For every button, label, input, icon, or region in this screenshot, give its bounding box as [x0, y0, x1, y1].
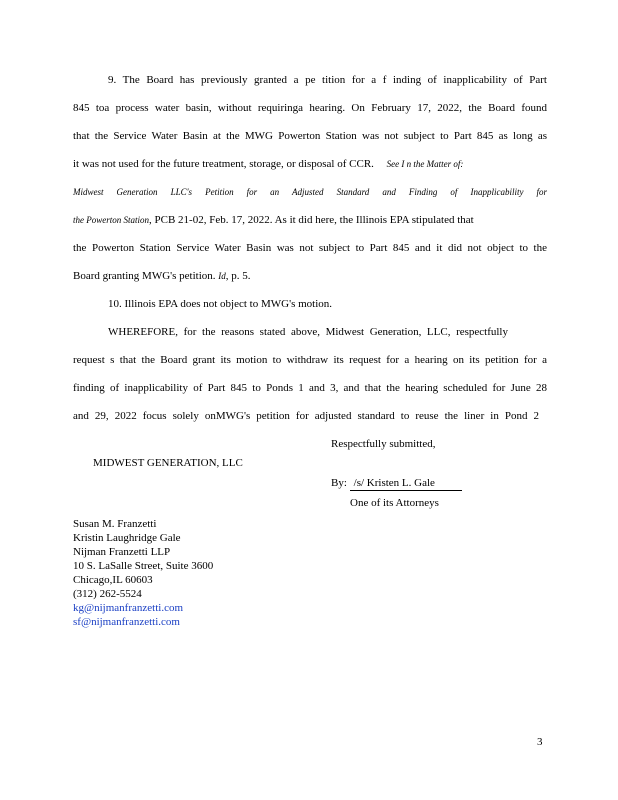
para9-line4-see: See I n the Matter of: — [386, 159, 464, 169]
attorneys-label: One of its Attorneys — [350, 497, 439, 509]
email-link-sf[interactable]: sf@nijmanfranzetti.com — [73, 616, 180, 628]
para9-line4 — [73, 157, 463, 171]
counsel-firm: Nijman Franzetti LLP — [73, 546, 171, 558]
wherefore-line3: finding of inapplicability of Part 845 to Ponds 1 and 3, and that the hearing scheduled for June 28 — [73, 382, 547, 394]
para9-line6-text: , PCB 21-02, Feb. 17, 2022. As it did here, the Illinois EPA stipulated that — [149, 214, 474, 226]
para9-line8-id: Id — [218, 271, 226, 281]
para9-line8 — [73, 269, 251, 283]
counsel-phone: (312) 262-5524 — [73, 588, 142, 600]
para9-line2: 845 toa process water basin, without requiringa hearing. On February 17, 2022, the Board found — [73, 102, 547, 114]
para10: 10. Illinois EPA does not object to MWG's motion. — [108, 298, 333, 310]
counsel-name-2: Kristin Laughridge Gale — [73, 532, 181, 544]
counsel-city: Chicago,IL 60603 — [73, 574, 153, 586]
para9-line7: the Powerton Station Service Water Basin was not subject to Part 845 and it did not object to the — [73, 242, 547, 254]
by-label: By: — [331, 477, 347, 489]
counsel-street: 10 S. LaSalle Street, Suite 3600 — [73, 560, 214, 572]
wherefore-line4: and 29, 2022 focus solely onMWG's petition for adjusted standard to reuse the liner in Pond 2 — [73, 410, 539, 422]
counsel-name-1: Susan M. Franzetti — [73, 518, 157, 530]
party-name: MIDWEST GENERATION, LLC — [93, 457, 243, 469]
para9-line8-text: Board granting MWG's petition. — [73, 270, 216, 282]
wherefore-line1: WHEREFORE, for the reasons stated above, Midwest Generation, LLC, respectfully — [108, 326, 508, 338]
signature-line — [331, 476, 462, 491]
para9-line3: that the Service Water Basin at the MWG Powerton Station was not subject to Part 845 as long as — [73, 130, 547, 142]
email-link-kg[interactable]: kg@nijmanfranzetti.com — [73, 602, 184, 614]
para9-line6 — [73, 213, 474, 227]
para9-line5-case-title: Midwest Generation LLC's Petition for an Adjusted Standard and Finding of Inapplicability for — [73, 187, 547, 197]
para9-line6-case-title: the Powerton Station — [73, 215, 149, 225]
wherefore-line2: request s that the Board grant its motion to withdraw its request for a hearing on its petition for a — [73, 354, 547, 366]
respectfully-submitted: Respectfully submitted, — [331, 438, 436, 450]
page-number: 3 — [537, 736, 543, 748]
signature: /s/ Kristen L. Gale — [350, 476, 462, 491]
para9-line4-text: it was not used for the future treatment, storage, or disposal of CCR. — [73, 158, 374, 170]
para9-line1: 9. The Board has previously granted a pe tition for a f inding of inapplicability of Part — [108, 74, 547, 86]
para9-line8-tail: , p. 5. — [225, 270, 251, 282]
